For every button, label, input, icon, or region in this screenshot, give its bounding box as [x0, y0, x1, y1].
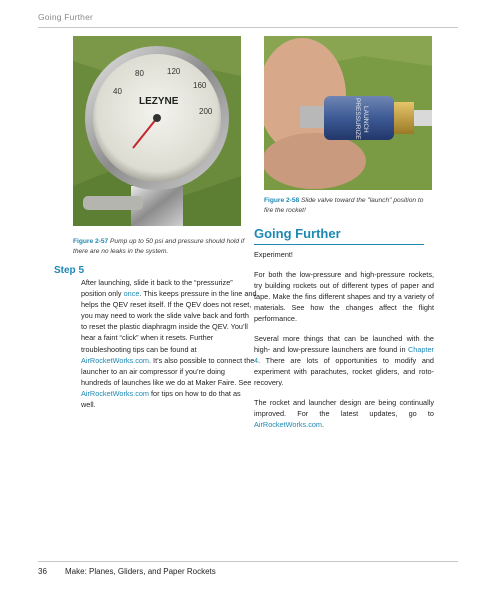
figure-caption-text: Pump up to 50 psi and pressure should hold if there are no leaks in the system. [73, 238, 245, 255]
paragraph [254, 397, 434, 430]
gauge-tick-label: 160 [193, 81, 207, 90]
chapter-4-link[interactable]: Chapter 4 [254, 344, 434, 365]
text-run: for tips on how to do that as well. [81, 388, 241, 410]
figure-caption-text: Slide valve toward the "launch" position to fire the rocket! [264, 197, 424, 214]
paragraph: Experiment! [254, 250, 293, 259]
text-run: . This keeps pressure in the line and helps the QEV reset itself. If the QEV does not reset, you may need to work the slide valve back and forth to reset the plastic diaphragm inside the QEV. You’ll hear a faint “click” when it resets. Further troubleshooting tips can be found at [81, 289, 257, 354]
gauge-photo [73, 36, 241, 226]
figure-number: Figure 2-58 [264, 197, 300, 204]
section-rule [254, 244, 424, 245]
text-run: . It’s also possible to connect the launcher to an air compressor if you’re doing hundreds of launches like we do at Maker Faire. See [81, 355, 255, 387]
valve-photo [264, 36, 432, 190]
going-further-body [254, 249, 434, 438]
text-run: . [321, 419, 325, 429]
gauge-tick-label: 200 [199, 107, 213, 116]
step-body [81, 277, 257, 410]
gauge-brand: LEZYNE [139, 96, 179, 107]
paragraph: For both the low-pressure and high-pressure rockets, try building rockets out of different types of paper and tape. Make the fins different shapes and try a variety of materials. See how the changes affect the flight performance. [254, 269, 434, 323]
once-link[interactable]: once [123, 289, 140, 299]
text-run: The rocket and launcher design are being continually improved. For the latest updates, go to [254, 397, 434, 418]
valve-label-pressurize: PRESSURIZE [354, 98, 361, 140]
header-rule [38, 27, 458, 28]
gauge-tick-label: 120 [167, 67, 181, 76]
text-run: . There are lots of opportunities to modify and experiment with parachutes, rocket gliders, and roto-recovery. [254, 355, 434, 387]
footer-rule [38, 561, 458, 562]
figure-caption-right [264, 196, 434, 216]
valve-label-launch: LAUNCH [362, 106, 369, 133]
gauge-tick-label: 80 [135, 69, 144, 78]
figure-caption-left [73, 237, 248, 257]
step-heading: Step 5 [54, 265, 85, 276]
running-head: Going Further [38, 12, 94, 22]
paragraph [254, 333, 434, 388]
airrocketworks-link[interactable]: AirRocketWorks.com [81, 388, 149, 398]
text-run: Several more things that can be launched with the high- and low-pressure launchers are found in [254, 333, 434, 354]
figure-number: Figure 2-57 [73, 238, 109, 245]
section-heading: Going Further [254, 226, 341, 241]
page-number: 36 [38, 567, 47, 576]
book-title: Make: Planes, Gliders, and Paper Rockets [65, 567, 216, 576]
airrocketworks-link[interactable]: AirRocketWorks.com [81, 355, 149, 365]
airrocketworks-link[interactable]: AirRocketWorks.com [254, 419, 322, 429]
gauge-tick-label: 40 [113, 87, 122, 96]
text-run: After launching, slide it back to the “pressurize” position only [81, 278, 233, 299]
